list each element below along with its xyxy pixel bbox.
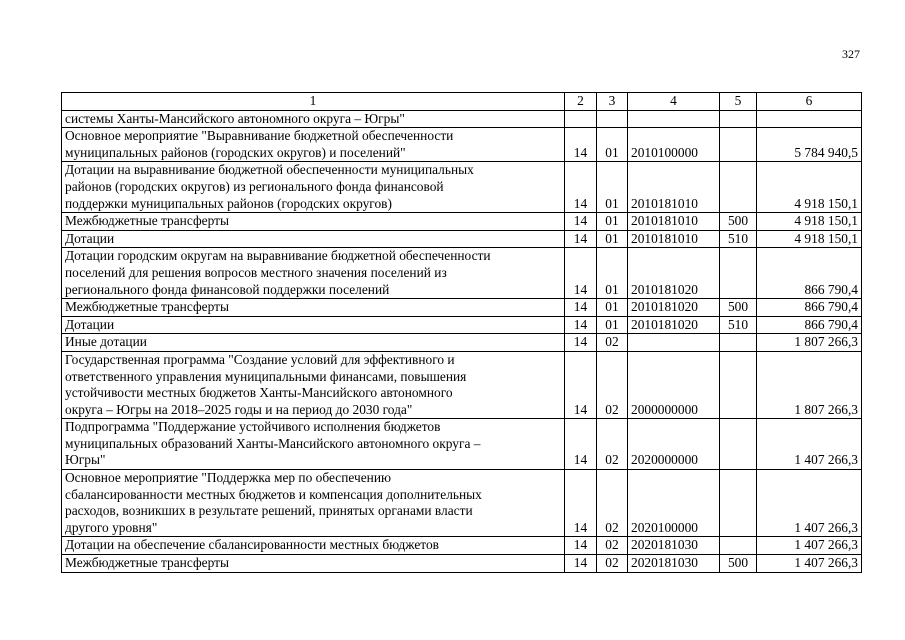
cell-section: 14 [565, 555, 597, 573]
cell-name: Дотации [62, 316, 565, 334]
table-row [62, 316, 862, 334]
cell-subsection: 01 [597, 248, 628, 299]
cell-subsection: 01 [597, 128, 628, 162]
cell-name: Межбюджетные трансферты [62, 555, 565, 573]
cell-amount [757, 110, 862, 128]
cell-target-code: 2020181030 [628, 555, 720, 573]
cell-expense-type [720, 351, 757, 418]
cell-name: Дотации на выравнивание бюджетной обеспеченности муниципальных районов (городских округов) из регионального фонда финансовой поддержки муниципальных районов (городских округов) [62, 162, 565, 213]
cell-section [565, 110, 597, 128]
cell-subsection: 02 [597, 537, 628, 555]
cell-target-code: 2010181010 [628, 230, 720, 248]
table-row [62, 230, 862, 248]
table-header-row [62, 93, 862, 111]
page-number: 327 [842, 47, 860, 61]
cell-subsection: 02 [597, 351, 628, 418]
cell-expense-type [720, 162, 757, 213]
table-row [62, 470, 862, 537]
cell-section: 14 [565, 213, 597, 231]
table-row [62, 299, 862, 317]
cell-target-code: 2010181010 [628, 162, 720, 213]
cell-expense-type: 510 [720, 316, 757, 334]
cell-name: Основное мероприятие "Поддержка мер по обеспечению сбалансированности местных бюджетов и компенсация дополнительных расходов, возникших в результате решений, принятых органами власти другого уровня" [62, 470, 565, 537]
cell-amount: 4 918 150,1 [757, 213, 862, 231]
cell-name: Подпрограмма "Поддержание устойчивого исполнения бюджетов муниципальных образований Ханты-Мансийского автономного округа – Югры" [62, 419, 565, 470]
cell-section: 14 [565, 316, 597, 334]
cell-amount: 866 790,4 [757, 248, 862, 299]
cell-expense-type [720, 248, 757, 299]
cell-target-code [628, 110, 720, 128]
cell-target-code [628, 334, 720, 352]
cell-section: 14 [565, 351, 597, 418]
table-body [62, 110, 862, 572]
cell-section: 14 [565, 537, 597, 555]
cell-name: Дотации [62, 230, 565, 248]
cell-subsection: 01 [597, 230, 628, 248]
cell-expense-type [720, 537, 757, 555]
cell-section: 14 [565, 299, 597, 317]
cell-subsection: 01 [597, 213, 628, 231]
cell-target-code: 2000000000 [628, 351, 720, 418]
cell-expense-type [720, 128, 757, 162]
cell-section: 14 [565, 248, 597, 299]
cell-name: Межбюджетные трансферты [62, 299, 565, 317]
cell-section: 14 [565, 162, 597, 213]
cell-amount: 1 407 266,3 [757, 537, 862, 555]
table-row [62, 162, 862, 213]
cell-amount: 1 407 266,3 [757, 555, 862, 573]
cell-name: Государственная программа "Создание условий для эффективного и ответственного управления муниципальными финансами, повышения устойчивости местных бюджетов Ханты-Мансийского автономного округа – Югры на 2018–2025 годы и на период до 2030 года" [62, 351, 565, 418]
cell-section: 14 [565, 470, 597, 537]
cell-target-code: 2010181020 [628, 316, 720, 334]
table-row [62, 555, 862, 573]
cell-subsection: 01 [597, 316, 628, 334]
header-col-1: 1 [62, 93, 565, 111]
table-row [62, 351, 862, 418]
cell-section: 14 [565, 230, 597, 248]
header-col-6: 6 [757, 93, 862, 111]
cell-subsection: 02 [597, 555, 628, 573]
header-col-4: 4 [628, 93, 720, 111]
cell-amount: 4 918 150,1 [757, 230, 862, 248]
cell-subsection [597, 110, 628, 128]
cell-expense-type [720, 334, 757, 352]
table-row [62, 128, 862, 162]
cell-subsection: 02 [597, 419, 628, 470]
cell-amount: 1 807 266,3 [757, 334, 862, 352]
cell-name: Межбюджетные трансферты [62, 213, 565, 231]
cell-amount: 866 790,4 [757, 316, 862, 334]
cell-expense-type: 500 [720, 555, 757, 573]
table-row [62, 110, 862, 128]
cell-target-code: 2010181020 [628, 299, 720, 317]
cell-subsection: 02 [597, 334, 628, 352]
cell-expense-type: 500 [720, 299, 757, 317]
header-col-2: 2 [565, 93, 597, 111]
table-row [62, 419, 862, 470]
cell-expense-type [720, 470, 757, 537]
cell-target-code: 2020000000 [628, 419, 720, 470]
cell-target-code: 2020100000 [628, 470, 720, 537]
cell-target-code: 2010100000 [628, 128, 720, 162]
cell-target-code: 2010181010 [628, 213, 720, 231]
cell-name: Иные дотации [62, 334, 565, 352]
cell-expense-type [720, 419, 757, 470]
cell-subsection: 01 [597, 162, 628, 213]
cell-name: Основное мероприятие "Выравнивание бюджетной обеспеченности муниципальных районов (городских округов) и поселений" [62, 128, 565, 162]
cell-subsection: 01 [597, 299, 628, 317]
cell-target-code: 2020181030 [628, 537, 720, 555]
cell-expense-type: 500 [720, 213, 757, 231]
cell-amount: 1 807 266,3 [757, 351, 862, 418]
cell-target-code: 2010181020 [628, 248, 720, 299]
cell-name: Дотации на обеспечение сбалансированности местных бюджетов [62, 537, 565, 555]
cell-amount: 1 407 266,3 [757, 419, 862, 470]
cell-section: 14 [565, 419, 597, 470]
budget-table [61, 92, 862, 573]
cell-name: Дотации городским округам на выравнивание бюджетной обеспеченности поселений для решения вопросов местного значения поселений из регионального фонда финансовой поддержки поселений [62, 248, 565, 299]
cell-amount: 1 407 266,3 [757, 470, 862, 537]
cell-expense-type [720, 110, 757, 128]
header-col-3: 3 [597, 93, 628, 111]
table-row [62, 213, 862, 231]
cell-amount: 4 918 150,1 [757, 162, 862, 213]
cell-amount: 866 790,4 [757, 299, 862, 317]
cell-subsection: 02 [597, 470, 628, 537]
table-row [62, 248, 862, 299]
table-row [62, 334, 862, 352]
cell-section: 14 [565, 128, 597, 162]
cell-section: 14 [565, 334, 597, 352]
cell-amount: 5 784 940,5 [757, 128, 862, 162]
cell-expense-type: 510 [720, 230, 757, 248]
cell-name: системы Ханты-Мансийского автономного округа – Югры" [62, 110, 565, 128]
header-col-5: 5 [720, 93, 757, 111]
table-row [62, 537, 862, 555]
